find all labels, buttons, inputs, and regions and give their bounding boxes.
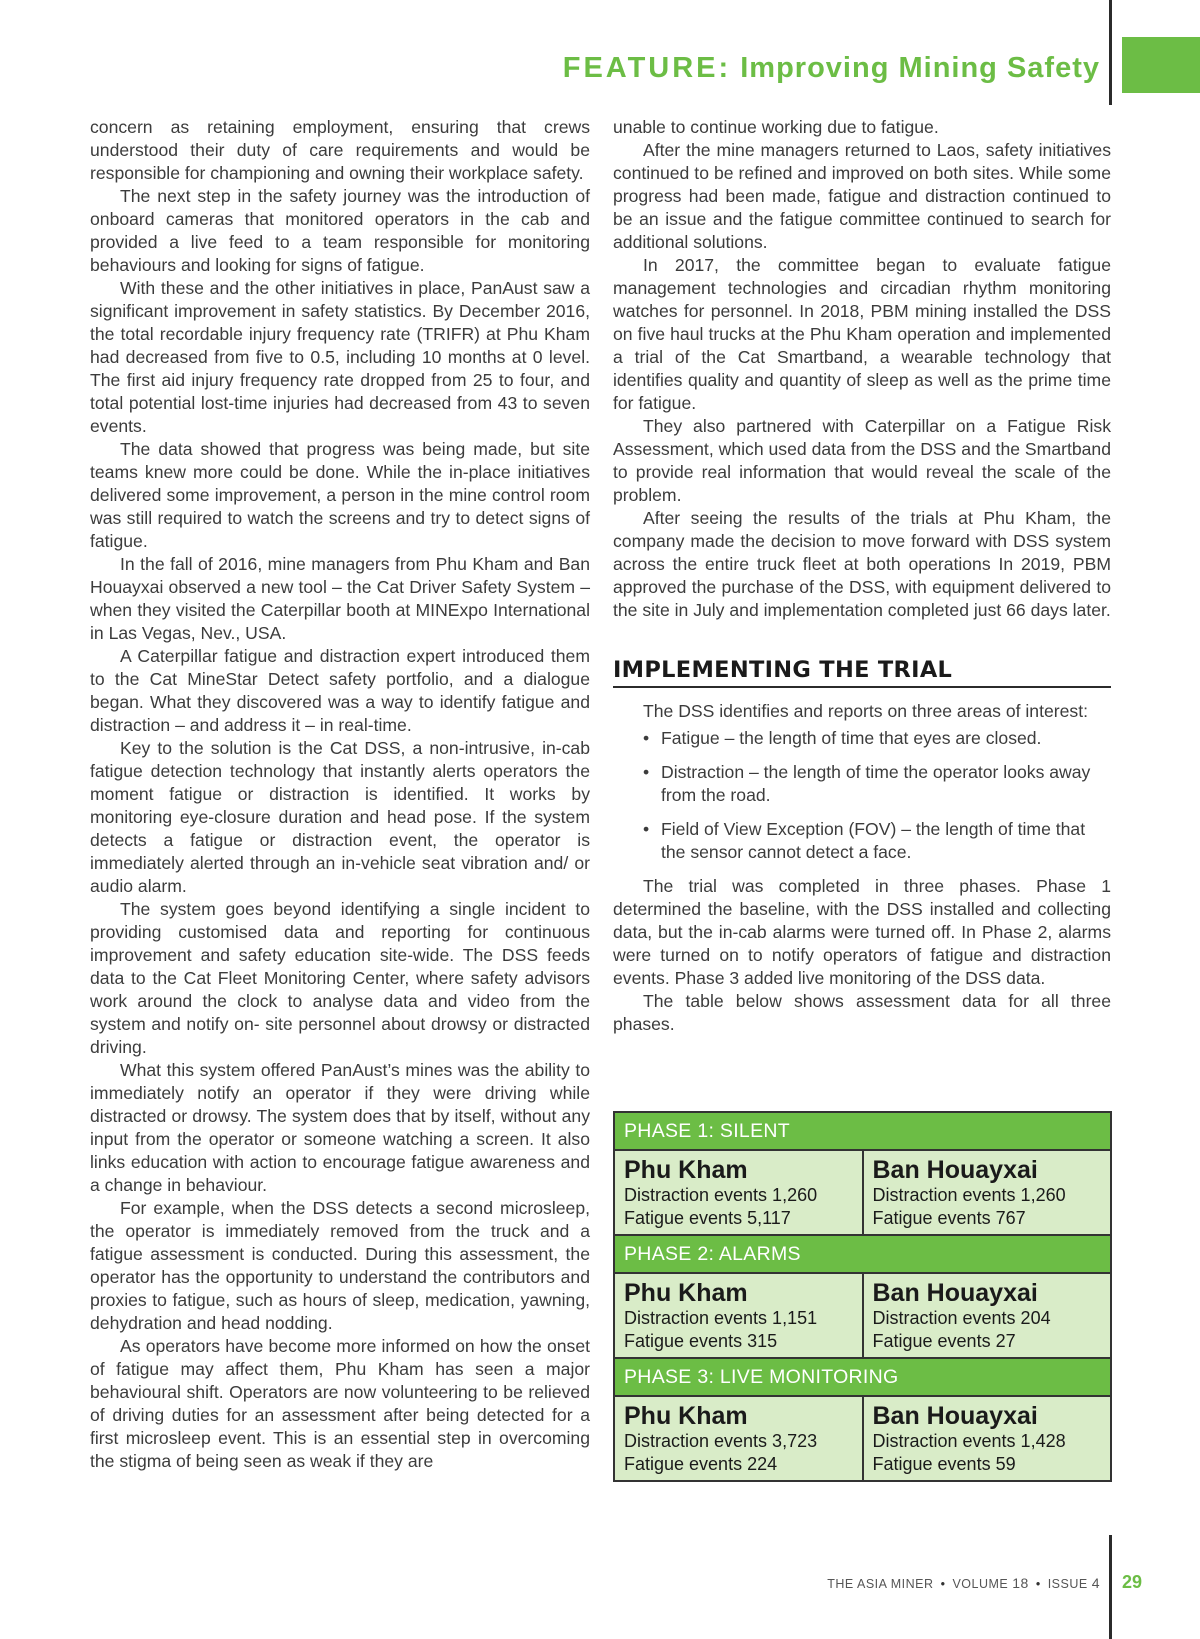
fatigue-events: Fatigue events 5,117 (624, 1208, 791, 1228)
site-cell (863, 1150, 1112, 1235)
right-column (613, 116, 1111, 1036)
body-paragraph: A Caterpillar fatigue and distraction expert introduced them to the Cat MineStar Detect safety portfolio, and a dialogue began. What they discovered was a way to identify fatigue and distraction – and address it – in real-time. (90, 646, 590, 735)
site-name: Phu Kham (624, 1402, 748, 1430)
body-paragraph: After the mine managers returned to Laos, safety initiatives continued to be refined and improved on both sites. While some progress had been made, fatigue and distraction continued to be an issue and the fatigue committee continued to search for additional solutions. (613, 140, 1111, 252)
body-paragraph: The next step in the safety journey was the introduction of onboard cameras that monitored operators in the cab and provided a live feed to a team responsible for monitoring behaviours and looking for signs of fatigue. (90, 186, 590, 275)
body-paragraph: The table below shows assessment data for all three phases. (613, 991, 1111, 1034)
body-paragraph: Key to the solution is the Cat DSS, a non-intrusive, in-cab fatigue detection technology that instantly alerts operators the moment fatigue or distraction is identified. It works by monitoring eye-closure duration and head pose. If the system detects a fatigue or distraction event, the operator is immediately alerted through an in-vehicle seat vibration and/ or audio alarm. (90, 738, 590, 896)
site-cell (863, 1396, 1112, 1481)
phase-title: PHASE 2: ALARMS (614, 1235, 1111, 1273)
body-paragraph: With these and the other initiatives in place, PanAust saw a significant improvement in safety statistics. By December 2016, the total recordable injury frequency rate (TRIFR) at Phu Kham had decreased from five to 0.5, including 10 months at 0 level. The first aid injury frequency rate dropped from 25 to four, and total potential lost-time injuries had decreased from 43 to seven events. (90, 278, 590, 436)
header-accent-tab (1122, 37, 1200, 93)
body-paragraph: For example, when the DSS detects a second microsleep, the operator is immediately removed from the truck and a fatigue assessment is conducted. During this assessment, the operator has the opportunity to understand the contributors and proxies to fatigue, such as hours of sleep, medication, yawning, dehydration and head nodding. (90, 1198, 590, 1333)
body-paragraph: concern as retaining employment, ensuring that crews understood their duty of care requirements and would be responsible for championing and owning their workplace safety. (90, 117, 590, 183)
distraction-events: Distraction events 1,428 (872, 1431, 1066, 1451)
list-item: • Fatigue – the length of time that eyes are closed. (643, 727, 1111, 750)
separator-dot: • (1035, 1577, 1041, 1591)
list-item: • Field of View Exception (FOV) – the length of time that the sensor cannot detect a face. (643, 818, 1111, 864)
body-paragraph: The system goes beyond identifying a single incident to providing customised data and reporting for continuous improvement and safety education site-wide. The DSS feeds data to the Cat Fleet Monitoring Center, where safety advisors work around the clock to analyse data and video from the system and notify on- site personnel about drowsy or distracted driving. (90, 899, 590, 1057)
site-name: Phu Kham (624, 1279, 748, 1307)
volume-number: 18 (1012, 1575, 1029, 1591)
page-header (563, 52, 1100, 85)
site-name: Ban Houayxai (872, 1279, 1038, 1307)
site-cell (863, 1273, 1112, 1358)
phase-title: PHASE 1: SILENT (614, 1112, 1111, 1150)
body-paragraph: unable to continue working due to fatigue. (613, 117, 939, 137)
section-intro: The DSS identifies and reports on three areas of interest: (643, 701, 1088, 721)
fatigue-events: Fatigue events 315 (624, 1331, 778, 1351)
distraction-events: Distraction events 204 (872, 1308, 1051, 1328)
distraction-events: Distraction events 1,151 (624, 1308, 818, 1328)
publication-name: THE ASIA MINER (827, 1577, 934, 1591)
header-keyword: FEATURE: (562, 52, 732, 84)
fatigue-events: Fatigue events 767 (872, 1208, 1026, 1228)
fatigue-events: Fatigue events 224 (624, 1454, 778, 1474)
site-name: Ban Houayxai (872, 1156, 1038, 1184)
section-heading: IMPLEMENTING THE TRIAL (613, 659, 1111, 688)
page-footer (827, 1575, 1100, 1591)
issue-label: ISSUE (1047, 1577, 1088, 1591)
footer-vertical-rule (1109, 1535, 1112, 1639)
volume-label: VOLUME (952, 1577, 1009, 1591)
site-cell (614, 1273, 863, 1358)
distraction-events: Distraction events 3,723 (624, 1431, 818, 1451)
body-paragraph: The trial was completed in three phases. Phase 1 determined the baseline, with the DSS installed and collecting data, but the in-cab alarms were turned off. In Phase 2, alarms were turned on to notify operators of fatigue and distraction events. Phase 3 added live monitoring of the DSS data. (613, 876, 1111, 988)
body-paragraph: The data showed that progress was being made, but site teams knew more could be done. While the in-place initiatives delivered some improvement, a person in the mine control room was still required to watch the screens and try to detect signs of fatigue. (90, 439, 590, 551)
site-name: Ban Houayxai (872, 1402, 1038, 1430)
distraction-events: Distraction events 1,260 (872, 1185, 1066, 1205)
site-cell (614, 1396, 863, 1481)
site-cell (614, 1150, 863, 1235)
phase-data-table (613, 1111, 1112, 1482)
page-number: 29 (1122, 1572, 1143, 1592)
distraction-events: Distraction events 1,260 (624, 1185, 818, 1205)
body-paragraph: In the fall of 2016, mine managers from Phu Kham and Ban Houayxai observed a new tool – the Cat Driver Safety System – when they visited the Caterpillar booth at MINExpo International in Las Vegas, Nev., USA. (90, 554, 590, 643)
issue-number: 4 (1091, 1575, 1100, 1591)
body-paragraph: After seeing the results of the trials at Phu Kham, the company made the decision to move forward with DSS system across the entire truck fleet at both operations In 2019, PBM approved the purchase of the DSS, with equipment delivered to the site in July and implementation completed just 66 days later. (613, 508, 1111, 620)
body-paragraph: What this system offered PanAust’s mines was the ability to immediately notify an operator if they were driving while distracted or drowsy. The system does that by itself, without any input from the operator or someone watching a screen. It also links education with action to encourage fatigue awareness and a change in behaviour. (90, 1060, 590, 1195)
separator-dot: • (940, 1577, 946, 1591)
list-item: • Distraction – the length of time the operator looks away from the road. (643, 761, 1111, 807)
phase-title: PHASE 3: LIVE MONITORING (614, 1358, 1111, 1396)
left-column (90, 116, 590, 1473)
body-paragraph: As operators have become more informed on how the onset of fatigue may affect them, Phu Kham has seen a major behavioural shift. Operators are now volunteering to be relieved of driving duties for an assessment after being detected for a first microsleep event. This is an essential step in overcoming the stigma of being seen as weak if they are (90, 1336, 590, 1471)
areas-list (613, 727, 1111, 864)
body-paragraph: They also partnered with Caterpillar on a Fatigue Risk Assessment, which used data from the DSS and the Smartband to provide real information that would reveal the scale of the problem. (613, 416, 1111, 505)
header-title: Improving Mining Safety (740, 52, 1100, 84)
header-vertical-rule (1109, 0, 1112, 105)
body-paragraph: In 2017, the committee began to evaluate fatigue management technologies and circadian rhythm monitoring watches for personnel. In 2018, PBM mining installed the DSS on five haul trucks at the Phu Kham operation and implemented a trial of the Cat Smartband, a wearable technology that identifies quality and quantity of sleep as well as the prime time for fatigue. (613, 255, 1111, 413)
site-name: Phu Kham (624, 1156, 748, 1184)
fatigue-events: Fatigue events 59 (872, 1454, 1016, 1474)
fatigue-events: Fatigue events 27 (872, 1331, 1016, 1351)
